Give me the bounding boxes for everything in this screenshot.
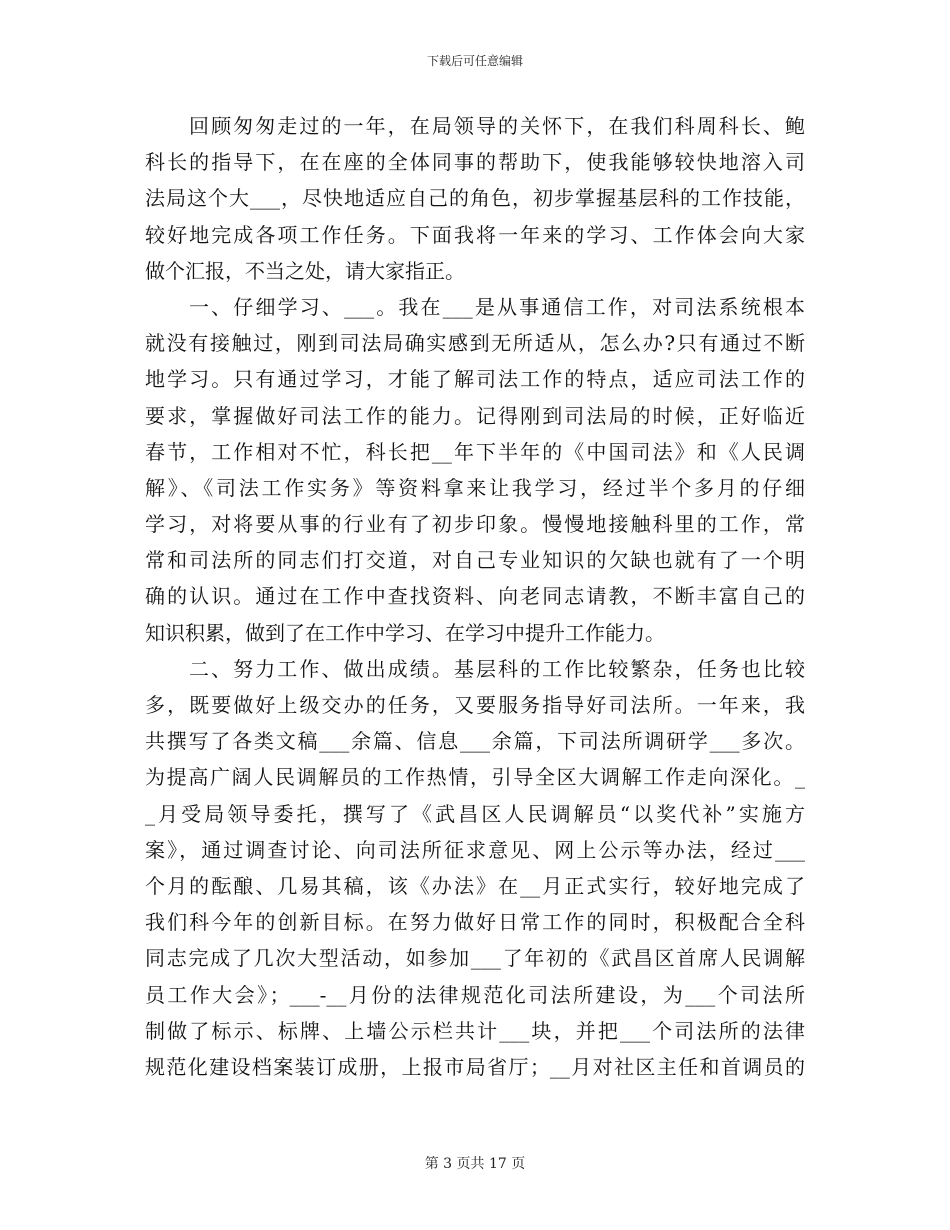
paragraph-line: 常和司法所的同志们打交道，对自己专业知识的欠缺也就有了一个明	[145, 548, 805, 573]
paragraph-line: 学习，对将要从事的行业有了初步印象。慢慢地接触科里的工作，常	[145, 512, 805, 537]
paragraph-line: 较好地完成各项工作任务。下面我将一年来的学习、工作体会向大家	[145, 222, 805, 247]
paragraph-line: 案》，通过调查讨论、向司法所征求意见、网上公示等办法，经过___	[145, 837, 805, 862]
paragraph-line: 员工作大会》；___-__月份的法律规范化司法所建设，为___个司法所	[145, 982, 805, 1007]
paragraph-line: 规范化建设档案装订成册，上报市局省厅；__月对社区主任和首调员的	[145, 1054, 805, 1079]
paragraph-line: 春节，工作相对不忙，科长把__年下半年的《中国司法》和《人民调	[145, 439, 805, 464]
paragraph-line: _月受局领导委托，撰写了《武昌区人民调解员“以奖代补”实施方	[145, 801, 805, 826]
paragraph-line: 要求，掌握做好司法工作的能力。记得刚到司法局的时候，正好临近	[145, 403, 805, 428]
paragraph-line: 知识积累，做到了在工作中学习、在学习中提升工作能力。	[145, 620, 665, 645]
paragraph-line: 科长的指导下，在在座的全体同事的帮助下，使我能够较快地溶入司	[145, 150, 805, 175]
paragraph-line: 解》、《司法工作实务》等资料拿来让我学习，经过半个多月的仔细	[145, 475, 805, 500]
paragraph-line: 二、努力工作、做出成绩。基层科的工作比较繁杂，任务也比较	[189, 656, 805, 681]
paragraph-line: 共撰写了各类文稿___余篇、信息___余篇，下司法所调研学___多次。	[145, 729, 805, 754]
paragraph-line: 为提高广阔人民调解员的工作热情，引导全区大调解工作走向深化。_	[145, 765, 805, 790]
paragraph-line: 同志完成了几次大型活动，如参加___了年初的《武昌区首席人民调解	[145, 946, 805, 971]
paragraph-line: 法局这个大___，尽快地适应自己的角色，初步掌握基层科的工作技能，	[145, 186, 805, 211]
page-header: 下载后可任意编辑	[426, 54, 523, 68]
paragraph-line: 一、仔细学习、___。我在___是从事通信工作，对司法系统根本	[189, 294, 805, 319]
paragraph-line: 回顾匆匆走过的一年，在局领导的关怀下，在我们科周科长、鲍	[189, 114, 805, 138]
paragraph-line: 多，既要做好上级交办的任务，又要服务指导好司法所。一年来，我	[145, 693, 805, 717]
paragraph-line: 做个汇报，不当之处，请大家指正。	[145, 258, 465, 283]
paragraph-line: 我们科今年的创新目标。在努力做好日常工作的同时，积极配合全科	[145, 910, 805, 935]
paragraph-line: 确的认识。通过在工作中查找资料、向老同志请教，不断丰富自己的	[145, 584, 805, 609]
paragraph-line: 就没有接触过，刚到司法局确实感到无所适从，怎么办?只有通过不断	[145, 331, 805, 356]
paragraph-line: 地学习。只有通过学习，才能了解司法工作的特点，适应司法工作的	[145, 367, 805, 392]
paragraph-line: 个月的酝酿、几易其稿，该《办法》在__月正式实行，较好地完成了	[145, 873, 805, 898]
document-body	[145, 108, 805, 1085]
page-footer: 第 3 页共 17 页	[424, 1156, 526, 1172]
paragraph-line: 制做了标示、标牌、上墙公示栏共计___块，并把___个司法所的法律	[145, 1018, 805, 1043]
